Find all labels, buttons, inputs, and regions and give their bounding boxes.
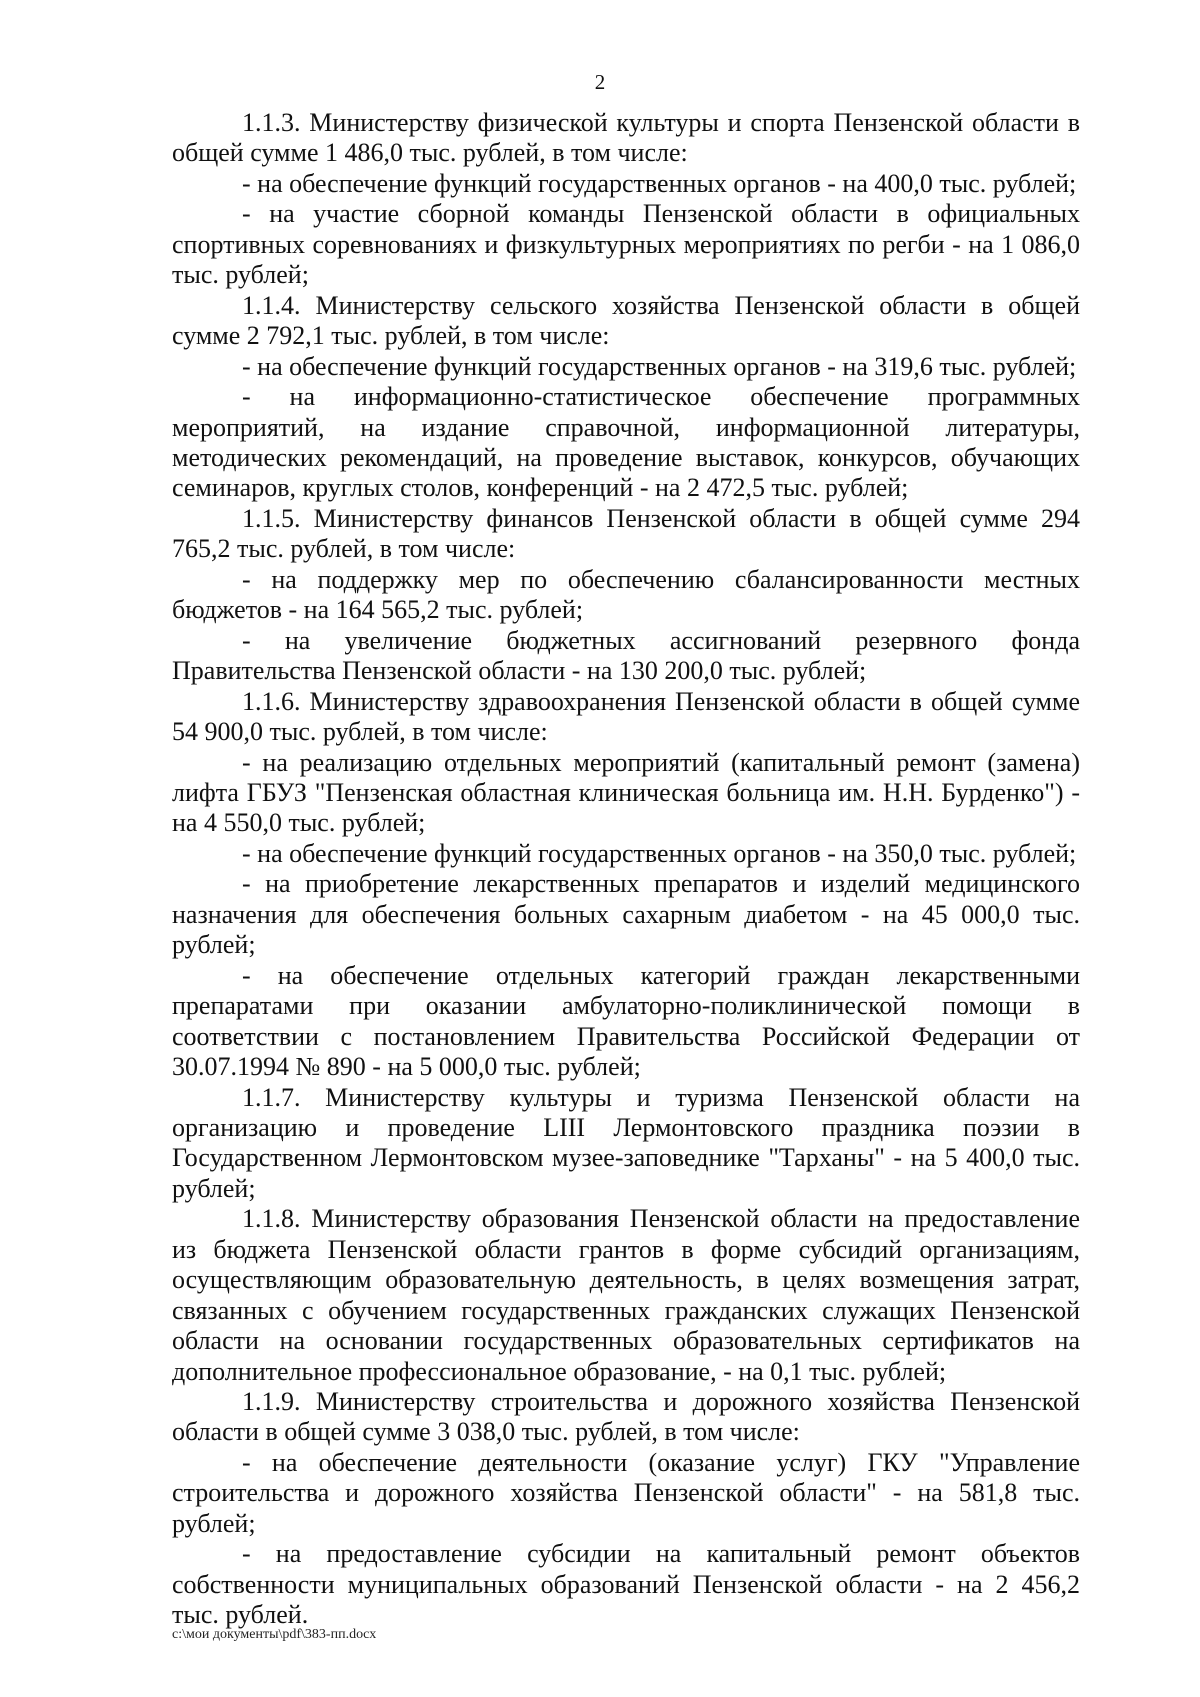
list-item: - на информационно-статистическое обеспечение программных мероприятий, на издание справочной, информационной литературы, методических рекомендаций, на проведение выставок, конкурсов, обучающих семинаров, круглых столов, конференций - на 2 472,5 тыс. рублей; bbox=[172, 382, 1080, 503]
paragraph-1-1-3: 1.1.3. Министерству физической культуры и спорта Пензенской области в общей сумме 1 486,0 тыс. рублей, в том числе: bbox=[172, 108, 1080, 168]
paragraph-1-1-6: 1.1.6. Министерству здравоохранения Пензенской области в общей сумме 54 900,0 тыс. рублей, в том числе: bbox=[172, 686, 1080, 747]
list-item: - на увеличение бюджетных ассигнований резервного фонда Правительства Пензенской области - на 130 200,0 тыс. рублей; bbox=[172, 625, 1080, 686]
paragraph-1-1-5: 1.1.5. Министерству финансов Пензенской области в общей сумме 294 765,2 тыс. рублей, в том числе: bbox=[172, 503, 1080, 564]
list-item: - на предоставление субсидии на капитальный ремонт объектов собственности муниципальных образований Пензенской области - на 2 456,2 тыс. рублей. bbox=[172, 1539, 1080, 1630]
list-item: - на обеспечение отдельных категорий граждан лекарственными препаратами при оказании амбулаторно-поликлинической помощи в соответствии с постановлением Правительства Российской Федерации от 30.07.1994 № 890 - на 5 000,0 тыс. рублей; bbox=[172, 960, 1080, 1082]
list-item: - на поддержку мер по обеспечению сбалансированности местных бюджетов - на 164 565,2 тыс. рублей; bbox=[172, 564, 1080, 625]
document-body bbox=[172, 108, 1080, 1631]
list-item: - на участие сборной команды Пензенской области в официальных спортивных соревнованиях и физкультурных мероприятиях по регби - на 1 086,0 тыс. рублей; bbox=[172, 199, 1080, 290]
paragraph-1-1-4: 1.1.4. Министерству сельского хозяйства Пензенской области в общей сумме 2 792,1 тыс. рублей, в том числе: bbox=[172, 290, 1080, 351]
list-item: - на обеспечение функций государственных органов - на 350,0 тыс. рублей; bbox=[242, 838, 1077, 868]
paragraph-1-1-8: 1.1.8. Министерству образования Пензенской области на предоставление из бюджета Пензенской области грантов в форме субсидий организациям, осуществляющим образовательную деятельность, в целях возмещения затрат, связанных с обучением государственных гражданских служащих Пензенской области на основании государственных образовательных сертификатов на дополнительное профессиональное образование, - на 0,1 тыс. рублей; bbox=[172, 1204, 1080, 1386]
page-number: 2 bbox=[594, 70, 606, 94]
list-item: - на обеспечение функций государственных органов - на 319,6 тыс. рублей; bbox=[242, 351, 1077, 381]
list-item: - на обеспечение деятельности (оказание услуг) ГКУ "Управление строительства и дорожного хозяйства Пензенской области" - на 581,8 тыс. рублей; bbox=[172, 1447, 1080, 1538]
paragraph-1-1-9: 1.1.9. Министерству строительства и дорожного хозяйства Пензенской области в общей сумме 3 038,0 тыс. рублей, в том числе: bbox=[172, 1387, 1080, 1447]
paragraph-1-1-7: 1.1.7. Министерству культуры и туризма Пензенской области на организацию и проведение LIII Лермонтовского праздника поэзии в Государственном Лермонтовском музее-заповеднике "Тарханы" - на 5 400,0 тыс. рублей; bbox=[172, 1082, 1080, 1203]
list-item: - на приобретение лекарственных препаратов и изделий медицинского назначения для обеспечения больных сахарным диабетом - на 45 000,0 тыс. рублей; bbox=[172, 869, 1080, 960]
list-item: - на обеспечение функций государственных органов - на 400,0 тыс. рублей; bbox=[242, 168, 1077, 198]
file-path-footer: c:\мои документы\pdf\383-пп.docx bbox=[172, 1627, 377, 1642]
list-item: - на реализацию отдельных мероприятий (капитальный ремонт (замена) лифта ГБУЗ "Пензенская областная клиническая больница им. Н.Н. Бурденко") - на 4 550,0 тыс. рублей; bbox=[172, 747, 1080, 838]
